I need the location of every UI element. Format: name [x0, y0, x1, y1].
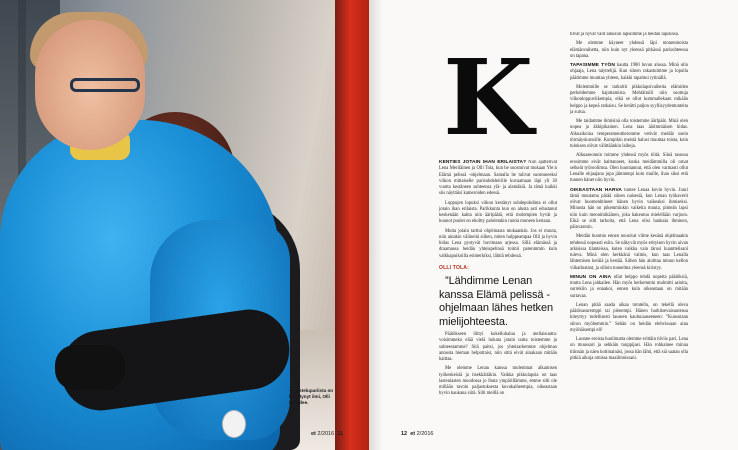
paragraph: [570, 188, 688, 232]
article-column-middle: [439, 160, 557, 422]
paragraph: [439, 160, 557, 198]
paragraph: Lenan pitää saada aikaa totutella, on tekellä oleva päätösasuremppi tai pienempi. Hänen harkitsevaisuutensa kiteyttyy todellisesti lauseen kauhuiaaseeneen: ”Kunsotaan siiron myöhemmin.” Sehän on heidän elehvissaan aina myöhäisempi eli!: [570, 302, 688, 333]
paragraph-lead: TAPASIMME TYÖN: [570, 63, 615, 68]
paragraph: Mutta jotain tarttui ohjelmasta mukaankin. Jos ei muuta, niin ainakin välineitä siihen, miten hulppeampaa Olli ja hyvin hidas Lena pystyvät huvimaan arjessa. Sillä elämässä ja draamassa heidän yhteispelinsä toimii parenmmin kuin valkkapuikoilla esimerkiksi, lähtiä tehdessä.: [439, 228, 557, 259]
paragraph: Meidän huomio ennen nousivat vilme kesänä ohjelmaakin tehdessä nopeasti esiin. Se näkyvät myös erityisen hyvin aivan arkisissa tilanteissa, kuten vaikka vain tärosi huanttelisani tuleva. Minä olen herkkänä valmis, kun taas Lenalla lähtemisen keräiä ja kestää. Siihen hän aloittaa minun kellon viikatlustant, ja silloin tunnelma yleensä kiristyy.: [570, 234, 688, 271]
paragraph: tilvät ja hyvät välit aikusiin lapsiimme ja heidän lapsiinsa.: [570, 32, 679, 37]
paragraph: Päätökseen liittyi kokelluhalua ja utellaisuutta: voisimmeko elää vielä hokata jotain uutta toistemme ja suhteestamme? Sitä paitsi, jos yhteisarkemme ohjelmao annosta hieman helpottaisi, niin sittä eivät ainakaan mitään haittaa.: [439, 332, 557, 362]
folio-left-mag: et: [311, 431, 316, 437]
paragraph: [570, 63, 688, 82]
folio-right-page: 12: [401, 431, 408, 437]
paragraph: Me olemme käyneet yhdessä läpi monenmoista elämänvaihetta, niin kuin nyt yleensä pitkässä parisuhteessa on tapana.: [570, 41, 688, 59]
photo-caption: – Taistelupariista on kehittynyt ilmi, Olli kuvailee.: [289, 388, 334, 405]
drop-cap: K: [443, 36, 530, 159]
paragraph: Molemmille se tarkoitti pikkulapsivaiheita elämiden perheldemme hajottamista. Mehtäitulli niin suottuja viikonloppuviikempia, eikä se ollut kummallekaan mikään helppo ja kepeä ratkaisu. Se herätti paljon syyllisyydentunteita ja surua.: [570, 84, 688, 115]
paragraph-text: tuntee Lenaa kovin hyvin. Juuri tämä muutama pärää siinen naisesiä, kun Lenan työkaverit olivat huomenhtineet hänen hyvin vaikeaksi ihmiseksi. Minusta hän on pikemminkin vaikeita muuta, pimeän lapsi niin kuin meonimikäinen, joka hakeutuu mielellään varjoon. Eikä se silti tarkoita, että Lena olisi hankala ihminen, päinvastoin.: [570, 187, 688, 230]
badge-icon: [222, 410, 246, 438]
paragraph: Me taidamme ihmisinä olla toistemme äärlpäät. Minä olen nopea ja äkkipikainen. Lena taas äärimmäisen hidas. Alkuaikoina temperamenttieromme vetivät meidät usein törmäyskurssille. Kumpikin meistä halusi muuttaa toista, koin tuloksen olivat välittäänkin laiheja.: [570, 119, 688, 149]
folio-left-issue: 2/2016: [317, 431, 335, 437]
folio-right-mag: et: [410, 431, 416, 437]
paragraph-text: Niin ajattelivat Lena Meriläinen ja Olli Tola, kun he suostuivat mukaan Yle:n Elämä pelissä -ohjelmaan. Samalla he tulivat suostuneeksi viikon mittaiselle parisuhdeleirille kuvaamaan läpi yli 30 vuotta kestäneen suhteensa ylä- ja alamäkiä. Ja tämä kaikki siis näyttäisi kameroiden edessä.: [439, 160, 557, 197]
folio-right: [401, 431, 433, 437]
paragraph-text: kautta 1980 luvun alussa. Minä olin ohjaaja, Lena näyttelijä. Kun siinen rakastuimme ja lopulla päätimme muuttaa yhteen, kaikki tapahtui rytinällä.: [570, 63, 688, 81]
paragraph-lead: MINUN ON AINA: [570, 274, 612, 280]
section-heading: OLLI TOLA:: [439, 264, 469, 271]
paragraph-text: ollut helppo tehdä nopeita päätöksiä, mutta Lena jahkailee. Hän myös herkemmin mulmitti asioita, surrekiin ja ennakoi, ennen kuin oikeastaan on mitään surtavaa.: [570, 274, 688, 299]
page-gutter: [369, 0, 383, 450]
paragraph: [570, 275, 688, 300]
folio-left: [311, 431, 343, 437]
paragraph-lead: KENTIES JOTAIN IHAN ERILAISTA?: [439, 160, 527, 165]
paragraph-lead: OIKEASTAAN HARVA: [570, 187, 622, 193]
pull-quote: ”Lähdimme Lenan kanssa Elämä pelissä -ohjelmaan lähes hetken mielijohteesta.: [439, 275, 553, 328]
paragraph: Me olemme Lenan kanssa molemmat alkamisen työkeskeisiä ja itsekkäitäkin. Vaikka pikkulapsia on taas lastenlasten muodossa jo lhuta ympärillämme, emme silti ole millään tavoin paljastuksesta kuvakaiheempia, oikeastaan hyvin kaukana siitä. Silti meillä on: [439, 366, 557, 397]
photo-red-pillar: [335, 0, 369, 450]
folio-right-issue: 2/2016: [416, 431, 434, 437]
article-column-right: [570, 32, 688, 427]
glasses-icon: [70, 78, 140, 92]
folio-left-page: 11: [337, 431, 344, 437]
paragraph: Loppujen lopuksi viikon kestänyt suhdepohdinta ei ollut jotain ihan erilaista. Parikkunta kun on alusta asti edustanut keskenään kahta niin äärlpäätä, että molempien hyvät ja huonot puolet on eholtty paloletakin ruotia moneen kertaan.: [439, 200, 557, 225]
paragraph: Alkuaseonnin toimme yhdessä myös töitä. Siinä tasossa erosimme eivät haittanneet, koska meidämmilla oli ornat selkeät työroolimsa. Olen huomannut, että olen varmasti ollut Lenalle ohjaajana jopa jämmenpi kuin muille, ihan siksi että tunnen hänet niin hyvin.: [570, 153, 688, 184]
woman-hand: [55, 345, 125, 390]
paragraph: Luonne eroista huolimatta olemme erittäin tiiviis pari. Lena on muussari ja sehkäin tuuppijasi. Hän rohkainee minua tiiinnän ja näen kotimainäsi, jossa hän lähti, että siä saatan olla pitkiä aikoja omissa maailmoissani.: [570, 337, 688, 361]
